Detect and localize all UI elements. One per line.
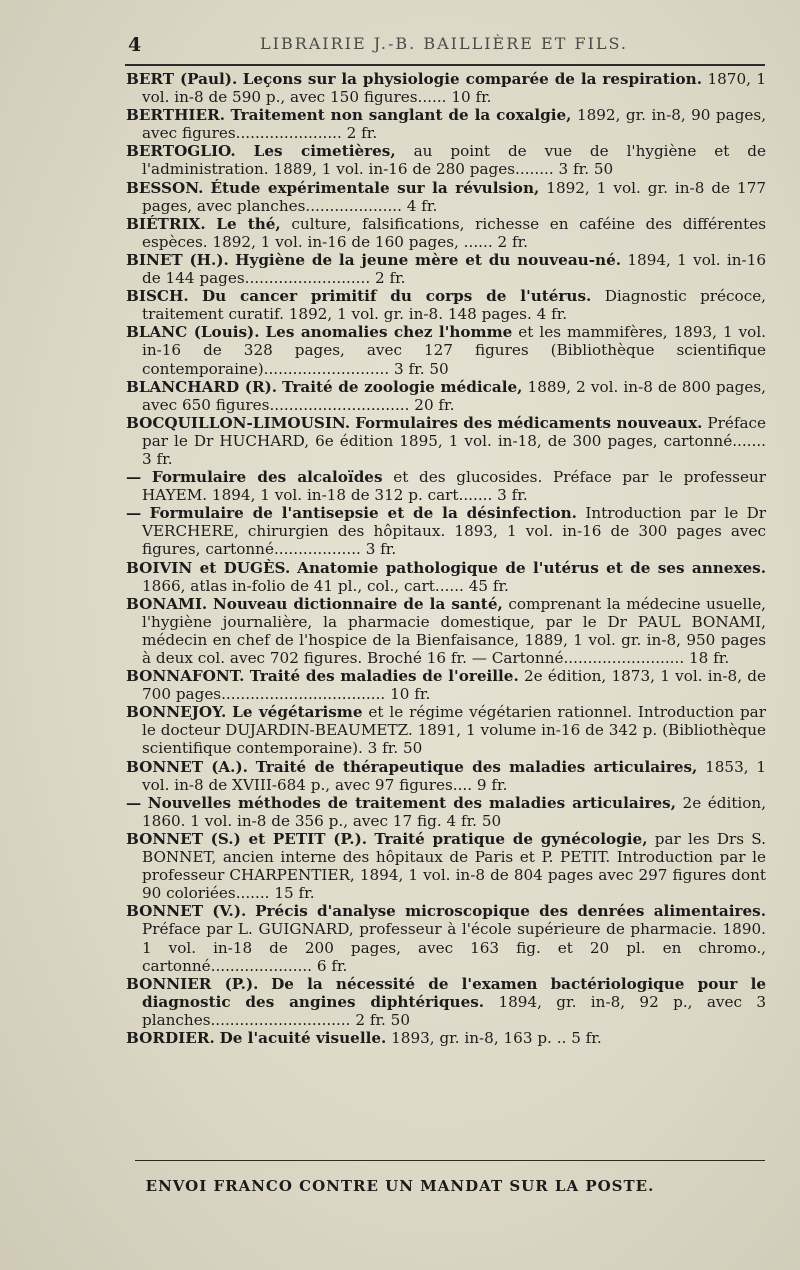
entry-detail: au point de vue de l'hygiène et de l'administration. 1889, 1 vol. in-16 de 280 pages........ bbox=[142, 142, 767, 179]
catalog-entry bbox=[126, 595, 766, 667]
entry-price: 2 fr. bbox=[497, 232, 529, 251]
catalog-entry bbox=[126, 504, 766, 558]
entry-title: Les cimetières, bbox=[253, 142, 396, 161]
entry-title: Anatomie pathologique de l'utérus et de ses annexes. bbox=[297, 558, 767, 577]
entry-title: Leçons sur la physiologie comparée de la respiration. bbox=[242, 70, 703, 88]
entry-author: BISCH. bbox=[126, 287, 189, 306]
entry-title: Formulaire de l'antisepsie et de la désinfection. bbox=[149, 504, 577, 523]
entry-price: 6 fr. bbox=[316, 956, 348, 975]
catalog-entry bbox=[126, 758, 766, 794]
catalog-entry bbox=[126, 378, 766, 414]
catalog-entry bbox=[126, 468, 766, 504]
entry-detail: 1870, 1 vol. in-8 de 590 p., avec 150 figures...... bbox=[142, 70, 767, 107]
catalog-entry bbox=[126, 142, 766, 178]
entry-detail: 1866, atlas in-folio de 41 pl., col., cart...... bbox=[142, 576, 464, 595]
entry-detail: 1889, 2 vol. in-8 de 800 pages, avec 650 figures............................. bbox=[142, 377, 767, 414]
entry-author: BERTHIER. bbox=[126, 106, 226, 125]
entry-price: 15 fr. bbox=[274, 884, 315, 903]
entry-price: 4 fr. bbox=[406, 196, 438, 215]
entry-author: BONNEJOY. bbox=[126, 703, 227, 722]
entry-author: BONNIER (P.). bbox=[126, 974, 259, 993]
running-title: LIBRAIRIE J.-B. BAILLIÈRE ET FILS. bbox=[260, 34, 629, 53]
catalog-entry bbox=[126, 902, 766, 974]
entry-price: 45 fr. bbox=[468, 576, 509, 595]
entry-detail: Diagnostic précoce, traitement curatif. 1892, 1 vol. gr. in-8. 148 pages. bbox=[142, 287, 767, 324]
entry-price: 10 fr. bbox=[390, 685, 431, 704]
entry-detail: 1892, 1 vol. gr. in-8 de 177 pages, avec planches.................... bbox=[142, 178, 767, 215]
entry-title: Le thé, bbox=[216, 214, 281, 233]
entry-author: BONNET (S.) et PETIT (P.). bbox=[126, 829, 368, 848]
entry-title: Traité de zoologie médicale, bbox=[282, 377, 523, 396]
entry-detail: 1892, gr. in-8, 90 pages, avec figures...................... bbox=[142, 106, 767, 143]
entry-price: 3 fr. bbox=[142, 449, 173, 468]
catalog-entry bbox=[126, 106, 766, 142]
entry-author: BONNAFONT. bbox=[126, 667, 245, 686]
entry-detail: culture, falsifications, richesse en caféine des différentes espèces. 1892, 1 vol. in-16 de 160 pages, ...... bbox=[142, 214, 766, 251]
entry-price: 4 fr. 50 bbox=[446, 811, 502, 830]
entry-price: 3 fr. bbox=[365, 540, 397, 559]
entry-author: BINET (H.). bbox=[126, 250, 229, 269]
entry-title: Le végétarisme bbox=[232, 703, 363, 722]
entry-author: BIÉTRIX. bbox=[126, 214, 206, 233]
entry-price: 5 fr. bbox=[571, 1028, 602, 1047]
entry-author: BORDIER. bbox=[126, 1028, 215, 1047]
entry-detail: 2e édition, 1873, 1 vol. in-8, de 700 pages.................................. bbox=[142, 667, 767, 704]
entry-title: Les anomalies chez l'homme bbox=[265, 323, 513, 342]
entry-price: 9 fr. bbox=[476, 775, 508, 794]
entry-title: Hygiène de la jeune mère et du nouveau-né. bbox=[235, 250, 622, 269]
entry-price: 10 fr. bbox=[451, 88, 492, 107]
entry-author: BESSON. bbox=[126, 178, 204, 197]
catalog-entry bbox=[126, 794, 766, 830]
catalog-entry bbox=[126, 251, 766, 287]
entry-detail: Préface par le Dr HUCHARD, 6e édition 1895, 1 vol. in-18, de 300 pages, cartonné....... bbox=[142, 413, 767, 450]
entry-price: 2 fr. 50 bbox=[355, 1010, 411, 1029]
entry-price: 4 fr. bbox=[536, 305, 568, 324]
entry-title: Formulaire des alcaloïdes bbox=[151, 468, 383, 487]
entry-title: Traité pratique de gynécologie, bbox=[374, 829, 648, 848]
entry-price: 3 fr. 50 bbox=[558, 160, 614, 179]
entry-title: Étude expérimentale sur la révulsion, bbox=[210, 178, 540, 197]
entry-price: 2 fr. bbox=[374, 269, 406, 288]
entry-price: 18 fr. bbox=[689, 649, 730, 667]
catalog-entry bbox=[126, 179, 766, 215]
page-header bbox=[0, 30, 800, 56]
entry-detail: et le régime végétarien rationnel. Introduction par le docteur DUJARDIN-BEAUMETZ. 1891, 1 volume in-16 de 342 p. (Bibliothèque scientifique contemporaine). bbox=[142, 703, 766, 758]
entry-price: 3 fr. 50 bbox=[394, 359, 449, 378]
entry-title: Traitement non sanglant de la coxalgie, bbox=[230, 106, 572, 125]
entry-title: Nouvelles méthodes de traitement des maladies articulaires, bbox=[147, 793, 676, 812]
entry-title: De l'acuité visuelle. bbox=[219, 1028, 387, 1047]
entry-detail: comprenant la médecine usuelle, l'hygiène journalière, la pharmacie domestique, par le Dr PAUL BONAMI, médecin en chef de l'hospice de la Bienfaisance, 1889, 1 vol. gr. in-8, 950 pages à deux col. avec 702 figures. Broché 16 fr. — Cartonné......................... bbox=[142, 594, 767, 667]
entry-author: BONNET (V.). bbox=[126, 902, 247, 921]
entry-author: BOCQUILLON-LIMOUSIN. bbox=[126, 413, 351, 432]
entry-author: BONAMI. bbox=[126, 594, 208, 613]
entry-title: De la nécessité de l'examen bactériologique pour le diagnostic des angines diphtériques. bbox=[142, 974, 767, 1011]
catalog-entry bbox=[126, 830, 766, 902]
entry-title: Du cancer primitif du corps de l'utérus. bbox=[202, 287, 592, 306]
catalog-entry bbox=[126, 975, 766, 1029]
entry-detail: 1893, gr. in-8, 163 p. .. bbox=[391, 1028, 567, 1047]
entry-detail: 1853, 1 vol. in-8 de XVIII-684 p., avec 97 figures.... bbox=[142, 757, 766, 794]
entry-author: — bbox=[126, 504, 142, 523]
entry-detail: et les mammifères, 1893, 1 vol. in-16 de 328 pages, avec 127 figures (Bibliothèque scientifique contemporaine).......................... bbox=[142, 323, 767, 378]
entry-title: Formulaires des médicaments nouveaux. bbox=[355, 413, 703, 432]
entry-title: Nouveau dictionnaire de la santé, bbox=[212, 594, 503, 613]
entry-detail: par les Drs S. BONNET, ancien interne des hôpitaux de Paris et P. PETIT. Introduction par le professeur CHARPENTIER, 1894, 1 vol. in-8 de 804 pages avec 297 figures dont 90 coloriées....... bbox=[142, 829, 767, 903]
entry-detail: Introduction par le Dr VERCHERE, chirurgien des hôpitaux. 1893, 1 vol. in-16 de 300 pages avec figures, cartonné.................. bbox=[142, 504, 767, 559]
footer-rule bbox=[135, 1160, 765, 1161]
catalog-entries bbox=[126, 70, 766, 1047]
entry-price: 2 fr. bbox=[346, 124, 378, 143]
entry-detail: et des glucosides. Préface par le professeur HAYEM. 1894, 1 vol. in-18 de 312 p. cart....... bbox=[142, 468, 766, 505]
entry-price: 3 fr. bbox=[497, 486, 528, 505]
catalog-entry bbox=[126, 323, 766, 377]
page-number: 4 bbox=[128, 34, 142, 56]
entry-author: BERT (Paul). bbox=[126, 70, 238, 88]
catalog-entry bbox=[126, 215, 766, 251]
catalog-entry bbox=[126, 667, 766, 703]
entry-detail: 2e édition, 1860. 1 vol. in-8 de 356 p., avec 17 fig. bbox=[142, 793, 767, 830]
entry-price: 20 fr. bbox=[414, 395, 455, 414]
entry-author: BONNET (A.). bbox=[126, 757, 248, 776]
catalog-entry bbox=[126, 287, 766, 323]
catalog-entry bbox=[126, 1029, 766, 1047]
header-rule bbox=[125, 64, 765, 66]
footer-notice: ENVOI FRANCO CONTRE UN MANDAT SUR LA POSTE. bbox=[145, 1177, 655, 1195]
entry-author: BOIVIN et DUGÈS. bbox=[126, 558, 291, 577]
entry-detail: 1894, 1 vol. in-16 de 144 pages.......................... bbox=[142, 250, 767, 288]
entry-author: — bbox=[126, 468, 142, 487]
catalog-entry bbox=[126, 414, 766, 468]
entry-author: BLANCHARD (R). bbox=[126, 377, 278, 396]
entry-title: Précis d'analyse microscopique des denrées alimentaires. bbox=[255, 902, 767, 921]
entry-title: Traité de thérapeutique des maladies articulaires, bbox=[255, 757, 698, 776]
entry-price: 3 fr. 50 bbox=[367, 739, 423, 758]
entry-detail: Préface par L. GUIGNARD, professeur à l'école supérieure de pharmacie. 1890. 1 vol. in-18 de 200 pages, avec 163 fig. et 20 pl. en chromo., cartonné..................... bbox=[142, 920, 766, 975]
entry-author: BLANC (Louis). bbox=[126, 323, 260, 342]
entry-author: — bbox=[126, 793, 142, 812]
catalog-entry bbox=[126, 70, 766, 106]
entry-title: Traité des maladies de l'oreille. bbox=[249, 667, 519, 686]
catalog-entry bbox=[126, 703, 766, 757]
catalog-entry bbox=[126, 559, 766, 595]
entry-detail: 1894, gr. in-8, 92 p., avec 3 planches............................. bbox=[142, 992, 767, 1029]
entry-author: BERTOGLIO. bbox=[126, 142, 236, 161]
